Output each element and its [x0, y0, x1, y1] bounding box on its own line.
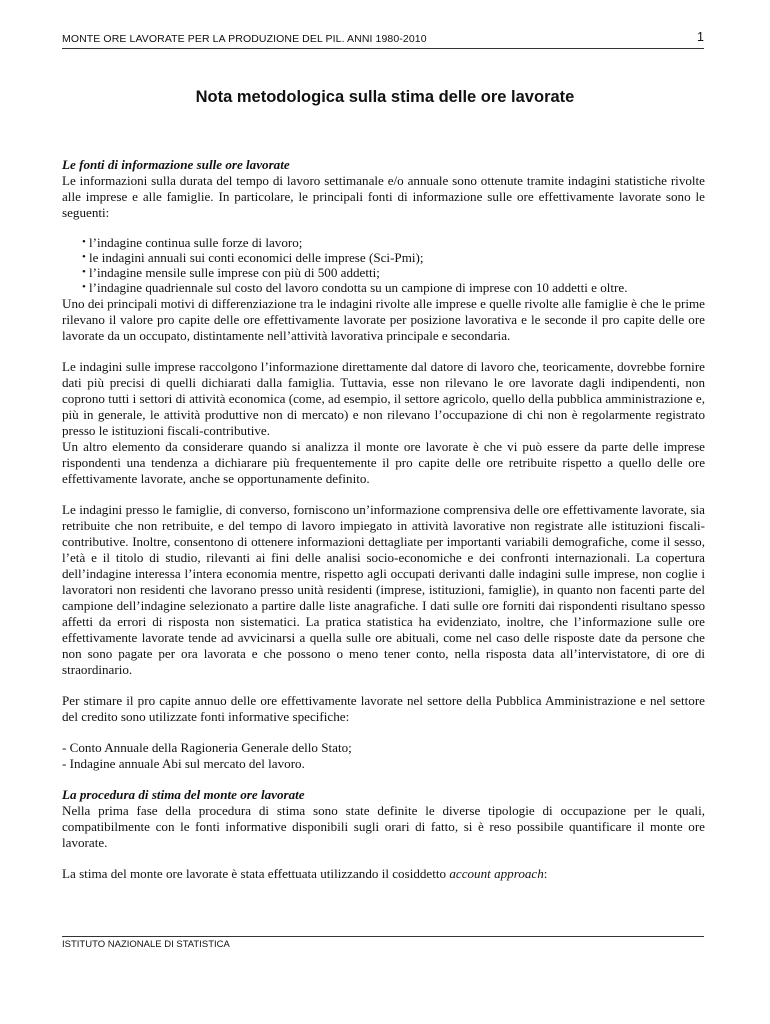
paragraph-spacer [62, 772, 705, 787]
bullet-icon: • [82, 266, 86, 278]
text-run: La stima del monte ore lavorate è stata effettuata utilizzando il cosiddetto [62, 866, 450, 881]
list-item-text: l’indagine mensile sulle imprese con più di 500 addetti; [89, 265, 380, 280]
sources-bullet-list [62, 235, 705, 295]
source-line: - Indagine annuale Abi sul mercato del lavoro. [62, 756, 305, 771]
page-number: 1 [697, 30, 704, 44]
running-header [62, 30, 704, 49]
paragraph-famiglie: Le indagini presso le famiglie, di converso, forniscono un’informazione comprensiva delle ore effettivamente lavorate, sia retribuite che non retribuite, e del tempo di lavoro impiegato in attività lavorative non registrate alle istituzioni fiscali-contributive. Inoltre, consentono di ottenere informazioni dettagliate per importanti variabili demografiche, come il sesso, l’età e il titolo di studio, rilevanti ai fini delle analisi socio-economiche e dei confronti internazionali. La copertura dell’indagine interessa l’intera economia mentre, rispetto agli occupati derivanti dalle indagini sulle imprese, non coglie i lavoratori non residenti che lavorano presso unità residenti (imprese, istituzioni, famiglie), in quanto non facenti parte del campione dell’indagine selezionato a partire dalle liste anagrafiche. I dati sulle ore forniti dai rispondenti risultano spesso affetti da errori di risposta non sistematici. La pratica statistica ha evidenziato, inoltre, che l’informazione sulle ore effettivamente lavorate tende ad avvicinarsi a quella sulle ore abituali, come nel caso delle risposte date da persone che non sono pagate per ora lavorata e che possono o meno tener conto, nella risposta data all’intervistatore, di ore di straordinario. [62, 502, 705, 677]
list-item-text: l’indagine continua sulle forze di lavoro; [89, 235, 303, 250]
section-heading-fonti: Le fonti di informazione sulle ore lavorate [62, 157, 290, 172]
paragraph-altro-elemento: Un altro elemento da considerare quando si analizza il monte ore lavorate è che vi può essere da parte delle imprese rispondenti una tendenza a dichiarare più frequentemente il pro capite delle ore retribuite rispetto a quello delle ore effettivamente lavorate, anche se opportunamente definito. [62, 439, 705, 486]
text-run: : [543, 866, 548, 881]
list-item-text: l’indagine quadriennale sul costo del lavoro condotta su un campione di imprese con 10 addetti e oltre. [89, 280, 628, 295]
paragraph-differenze: Uno dei principali motivi di differenziazione tra le indagini rivolte alle imprese e quelle rivolte alle famiglie è che le prime rilevano il valore pro capite delle ore effettivamente lavorate per posizione lavorativa e le seconde il pro capite delle ore lavorate da un occupato, distintamente nell’attività lavorativa principale e secondaria. [62, 296, 705, 343]
paragraph-intro: Le informazioni sulla durata del tempo di lavoro settimanale e/o annuale sono ottenute tramite indagini statistiche rivolte alle imprese e alle famiglie. In particolare, le principali fonti di informazione sulle ore effettivamente lavorate sono le seguenti: [62, 173, 705, 220]
paragraph-stimare: Per stimare il pro capite annuo delle ore effettivamente lavorate nel settore della Pubblica Amministrazione e nel settore del credito sono utilizzate fonti informative specifiche: [62, 693, 705, 724]
text-run-italic: account approach [449, 866, 544, 881]
list-item [62, 250, 705, 265]
bullet-icon: • [82, 251, 86, 263]
running-footer [62, 936, 704, 950]
list-item-text: le indagini annuali sui conti economici delle imprese (Sci-Pmi); [89, 250, 424, 265]
paragraph-spacer [62, 725, 705, 740]
paragraph-imprese: Le indagini sulle imprese raccolgono l’informazione direttamente dal datore di lavoro che, teoricamente, dovrebbe fornire dati più precisi di quelli dichiarati dalla famiglia. Tuttavia, esse non rilevano le ore lavorate dagli indipendenti, non coprono tutti i settori di attività economica (come, ad esempio, il settore agricolo, quello della pubblica amministrazione e, più in generale, le attività produttive non di mercato) e non rilevano l’occupazione di chi non è regolarmente registrato presso le istituzioni fiscali-contributive. [62, 359, 705, 438]
paragraph-prima-fase: Nella prima fase della procedura di stima sono state definite le diverse tipologie di occupazione per le quali, compatibilmente con le fonti informative disponibili sugli orari di fatto, si è reso possibile quantificare il monte ore lavorate. [62, 803, 705, 850]
paragraph-spacer [62, 487, 705, 502]
paragraph-spacer [62, 678, 705, 693]
header-title: MONTE ORE LAVORATE PER LA PRODUZIONE DEL PIL. ANNI 1980-2010 [62, 33, 427, 45]
paragraph-spacer [62, 344, 705, 359]
source-line: - Conto Annuale della Ragioneria Generale dello Stato; [62, 740, 352, 755]
paragraph-spacer [62, 851, 705, 866]
section-heading-procedura: La procedura di stima del monte ore lavorate [62, 787, 305, 802]
list-item [62, 280, 705, 295]
paragraph-account-approach [62, 866, 705, 882]
list-item [62, 265, 705, 280]
bullet-icon: • [82, 236, 86, 248]
list-item [62, 235, 705, 250]
bullet-icon: • [82, 281, 86, 293]
page-title: Nota metodologica sulla stima delle ore lavorate [195, 88, 575, 106]
document-body [62, 157, 705, 882]
footer-text: ISTITUTO NAZIONALE DI STATISTICA [62, 939, 230, 950]
